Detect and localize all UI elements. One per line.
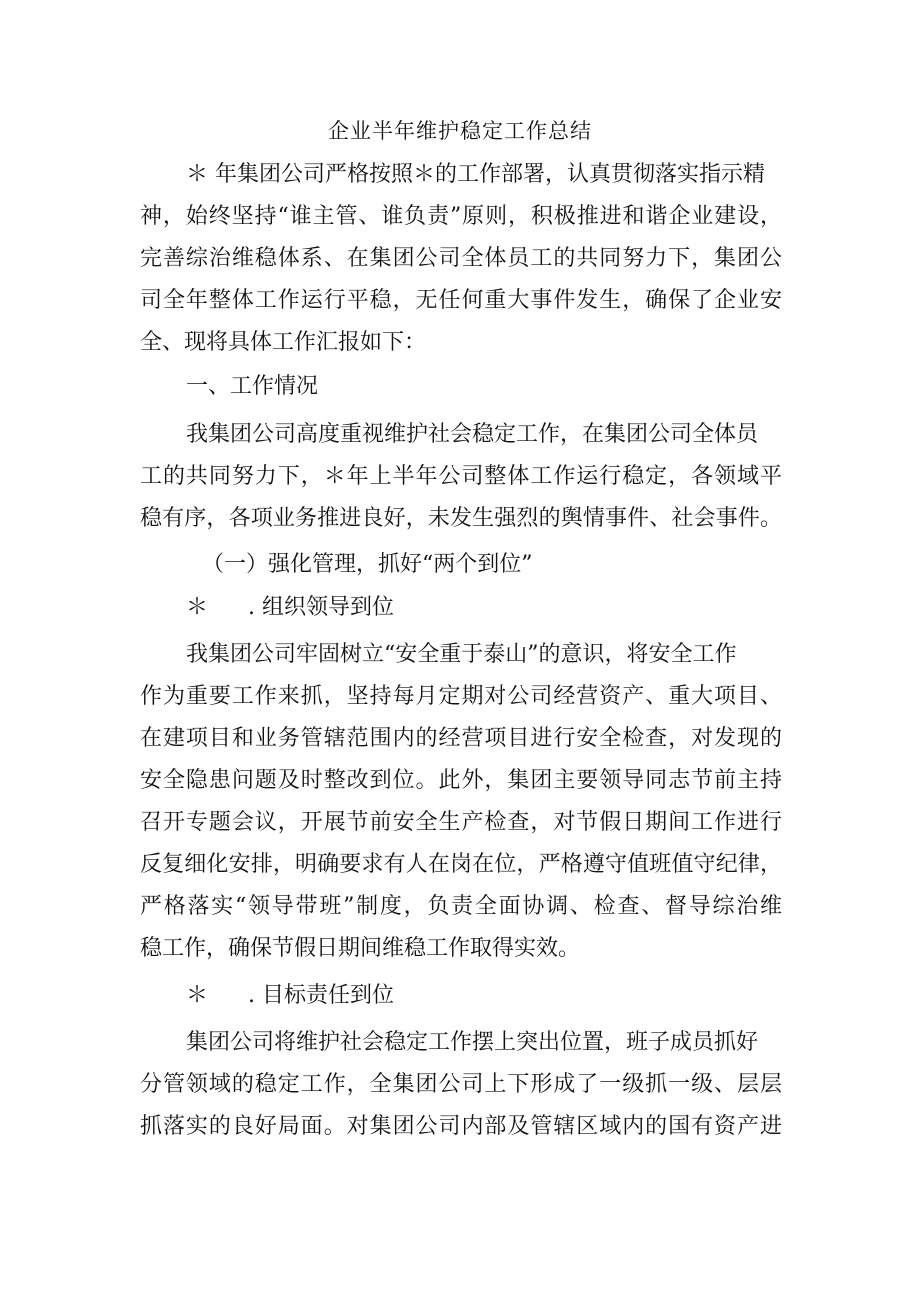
item-1-line-8: 稳工作，确保节假日期间维稳工作取得实效。: [140, 936, 581, 961]
item-1-line-7: 严格落实“领导带班”制度，负责全面协调、检查、督导综治维: [140, 894, 782, 919]
item-2-line-3: 抓落实的良好局面。对集团公司内部及管辖区域内的国有资产进: [140, 1114, 782, 1139]
intro-line-3: 完善综治维稳体系、在集团公司全体员工的共同努力下，集团公: [140, 246, 782, 271]
section-1-line-2: 工的共同努力下，＊年上半年公司整体工作运行稳定，各领域平: [140, 464, 782, 489]
document-title: 企业半年维护稳定工作总结: [328, 119, 592, 143]
subsection-heading: （一）强化管理，抓好“两个到位”: [202, 552, 533, 577]
intro-line-1: ＊ 年集团公司严格按照＊的工作部署，认真贯彻落实指示精: [186, 162, 765, 187]
item-2-title: . 目标责任到位: [248, 983, 394, 1008]
item-1-title: . 组织领导到位: [248, 595, 394, 620]
item-1-number: ＊: [186, 595, 209, 620]
item-2-number: ＊: [186, 983, 209, 1008]
item-2-heading: [186, 981, 394, 1011]
section-heading-work-status: 一、工作情况: [186, 374, 319, 399]
section-1-line-1: 我集团公司高度重视维护社会稳定工作，在集团公司全体员: [186, 422, 759, 447]
item-1-line-1: 我集团公司牢固树立“安全重于泰山”的意识，将安全工作: [186, 642, 737, 667]
item-1-line-5: 召开专题会议，开展节前安全生产检查，对节假日期间工作进行: [140, 810, 782, 835]
intro-line-5: 全、现将具体工作汇报如下：: [140, 330, 427, 355]
intro-line-2: 神，始终坚持“谁主管、谁负责”原则，积极推进和谐企业建设，: [140, 204, 782, 229]
item-1-line-6: 反复细化安排，明确要求有人在岗在位，严格遵守值班值守纪律，: [140, 852, 782, 877]
section-1-line-3: 稳有序，各项业务推进良好，未发生强烈的舆情事件、社会事件。: [140, 506, 782, 531]
item-1-line-2: 作为重要工作来抓，坚持每月定期对公司经营资产、重大项目、: [140, 684, 782, 709]
item-2-line-1: 集团公司将维护社会稳定工作摆上突出位置，班子成员抓好: [186, 1030, 759, 1055]
item-1-line-3: 在建项目和业务管辖范围内的经营项目进行安全检查，对发现的: [140, 726, 782, 751]
item-1-line-4: 安全隐患问题及时整改到位。此外，集团主要领导同志节前主持: [140, 768, 782, 793]
item-1-heading: [186, 593, 394, 623]
item-2-line-2: 分管领域的稳定工作，全集团公司上下形成了一级抓一级、层层: [140, 1072, 782, 1097]
intro-line-4: 司全年整体工作运行平稳，无任何重大事件发生，确保了企业安: [140, 288, 782, 313]
